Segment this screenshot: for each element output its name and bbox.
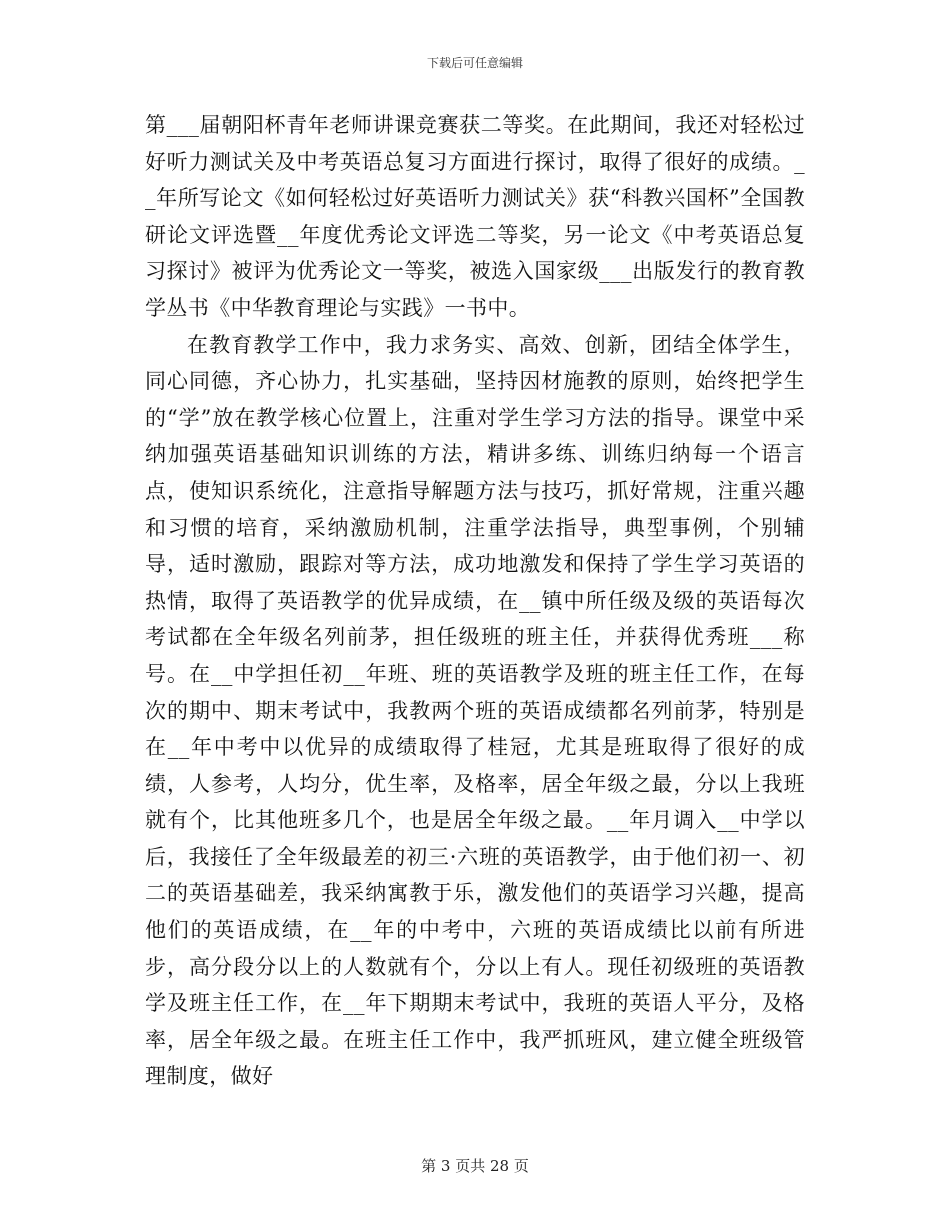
page-header-note: 下载后可任意编辑: [426, 56, 523, 70]
page-number: 第 3 页共 28 页: [421, 1157, 529, 1175]
paragraph-awards: 第___届朝阳杯青年老师讲课竞赛获二等奖。在此期间，我还对轻松过好听力测试关及中考英语总复习方面进行探讨，取得了很好的成绩。__年所写论文《如何轻松过好英语听力测试关》获“科教兴国杯”全国教研论文评选暨__年度优秀论文评选二等奖，另一论文《中考英语总复习探讨》被评为优秀论文一等奖，被选入国家级___出版发行的教育教学丛书《中华教育理论与实践》一书中。: [145, 113, 805, 320]
paragraph-teaching-work: 在教育教学工作中，我力求务实、高效、创新，团结全体学生，同心同德，齐心协力，扎实基础，坚持因材施教的原则，始终把学生的“学”放在教学核心位置上，注重对学生学习方法的指导。课堂中采纳加强英语基础知识训练的方法，精讲多练、训练归纳每一个语言点，使知识系统化，注意指导解题方法与技巧，抓好常规，注重兴趣和习惯的培育，采纳激励机制，注重学法指导，典型事例，个别辅导，适时激励，跟踪对等方法，成功地激发和保持了学生学习英语的热情，取得了英语教学的优异成绩，在__镇中所任级及级的英语每次考试都在全年级名列前茅，担任级班的班主任，并获得优秀班___称号。在__中学担任初__年班、班的英语教学及班的班主任工作，在每次的期中、期末考试中，我教两个班的英语成绩都名列前茅，特别是在__年中考中以优异的成绩取得了桂冠，尤其是班取得了很好的成绩，人参考，人均分，优生率，及格率，居全年级之最，分以上我班就有个，比其他班多几个，也是居全年级之最。__年月调入__中学以后，我接任了全年级最差的初三·六班的英语教学，由于他们初一、初二的英语基础差，我采纳寓教于乐，激发他们的英语学习兴趣，提高他们的英语成绩，在__年的中考中，六班的英语成绩比以前有所进步，高分段分以上的人数就有个，分以上有人。现任初级班的英语教学及班主任工作，在__年下期期末考试中，我班的英语人平分，及格率，居全年级之最。在班主任工作中，我严抓班风，建立健全班级管理制度，做好: [145, 332, 805, 1089]
document-body: [145, 107, 805, 1095]
